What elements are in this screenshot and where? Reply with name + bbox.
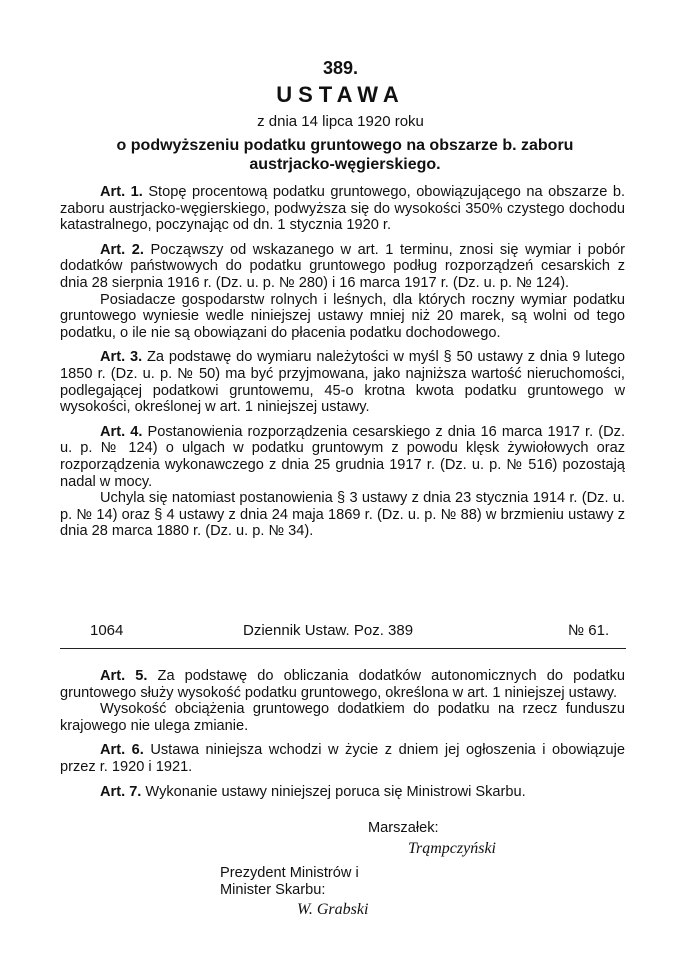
article-label: Art. 5. — [100, 668, 148, 684]
articles-bottom — [60, 668, 625, 800]
article-text: Ustawa niniejsza wchodzi w życie z dniem jej ogłoszenia i obowiązuje przez r. 1920 i 1921. — [60, 742, 625, 775]
issue-number: № 61. — [568, 622, 610, 639]
pm-title-line1: Prezydent Ministrów i — [220, 865, 359, 881]
article-paragraph — [60, 490, 625, 540]
position-number: 389. — [322, 58, 359, 78]
marshal-signature: Trąmpczyński — [408, 840, 496, 857]
journal-reference: Dziennik Ustaw. Poz. 389 — [243, 622, 414, 639]
article-text: Posiadacze gospodarstw rolnych i leśnych, dla których roczny wymiar podatku gruntowego wyniesie wedle niniejszej ustawy mniej niż 20 marek, są wolni od tego podatku, o ile nie są obowiązani do płacenia podatku dochodowego. — [60, 291, 625, 341]
act-date: z dnia 14 lipca 1920 roku — [257, 113, 424, 130]
pm-signature: W. Grabski — [297, 901, 369, 918]
footer-divider — [60, 648, 626, 649]
article-label: Art. 4. — [100, 423, 143, 440]
article-text: Za podstawę do obliczania dodatków autonomicznych do podatku gruntowego służy wysokość podatku gruntowego, określona w art. 1 niniejszej ustawy. — [60, 668, 625, 701]
article-text: Uchyla się natomiast postanowienia § 3 ustawy z dnia 23 stycznia 1914 r. (Dz. u. p. № 14) oraz § 4 ustawy z dnia 24 maja 1869 r. (Dz. u. p. № 88) w brzmieniu ustawy z dnia 28 marca 1880 r. (Dz. u. p. № 34). — [60, 490, 625, 540]
article-text: Postanowienia rozporządzenia cesarskiego z dnia 16 marca 1917 r. (Dz. u. p. № 124) o ulgach w podatku gruntowym z powodu klęsk żywiołowych oraz rozporządzenia wykonawczego z dnia 25 grudnia 1917 r. (Dz. u. p. № 516) pozostają nadal w mocy. — [60, 423, 625, 490]
pm-title-line2: Minister Skarbu: — [220, 882, 326, 898]
article-paragraph — [60, 784, 625, 801]
article-text: Za podstawę do wymiaru należytości w myśl § 50 ustawy z dnia 9 lutego 1850 r. (Dz. u. p. № 50) ma być przyjmowana, jako najniższa wartość nieruchomości, podlegającej podatkowi gruntowemu, 45-o krotna kwota podatku gruntowego w wysokości, określonej w art. 1 niniejszej ustawy. — [60, 349, 625, 416]
article-paragraph — [60, 742, 625, 775]
article-paragraph — [60, 424, 625, 490]
article-label: Art. 3. — [100, 349, 143, 366]
article-paragraph — [60, 184, 625, 234]
article-text: Począwszy od wskazanego w art. 1 terminu, znosi się wymiar i pobór dodatków państwowych do podatku gruntowego podług rozporządzeń cesarskich z dnia 28 sierpnia 1916 r. (Dz. u. p. № 280) i 16 marca 1917 r. (Dz. u. p. № 124). — [60, 241, 625, 291]
article-label: Art. 2. — [100, 241, 144, 258]
act-subject: o podwyższeniu podatku gruntowego na obszarze b. zaboru austrjacko-węgierskiego. — [116, 137, 574, 173]
article-text: Stopę procentową podatku gruntowego, obowiązującego na obszarze b. zaboru austrjacko-węgierskiego, podwyższa się do wysokości 350% czystego dochodu katastralnego, poczynając od dn. 1 stycznia 1920 r. — [60, 184, 625, 234]
article-text: Wykonanie ustawy niniejszej poruca się Ministrowi Skarbu. — [145, 783, 526, 800]
articles-top — [60, 184, 625, 540]
article-label: Art. 7. — [100, 783, 142, 800]
article-paragraph — [60, 349, 625, 415]
article-paragraph — [60, 668, 625, 701]
article-paragraph — [60, 242, 625, 292]
article-label: Art. 1. — [100, 184, 143, 200]
article-paragraph — [60, 701, 625, 734]
article-paragraph — [60, 292, 625, 342]
act-title: USTAWA — [276, 82, 405, 107]
article-text: Wysokość obciążenia gruntowego dodatkiem do podatku na rzecz funduszu krajowego nie ulega zmianie. — [60, 701, 625, 734]
article-label: Art. 6. — [100, 742, 144, 759]
page-number: 1064 — [90, 622, 124, 639]
marshal-title: Marszałek: — [368, 820, 439, 836]
